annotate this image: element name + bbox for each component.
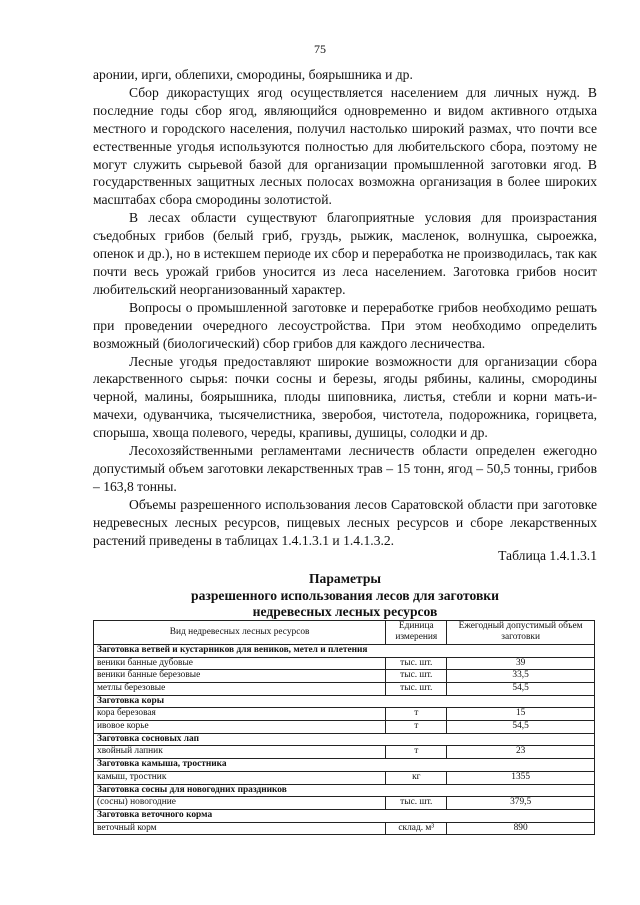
table-row bbox=[94, 771, 595, 784]
resource-name-cell: хвойный лапник bbox=[94, 746, 386, 759]
section-title: Заготовка сосновых лап bbox=[94, 733, 595, 746]
header-annual-volume: Ежегодный допустимый объем заготовки bbox=[447, 621, 595, 645]
section-title: Заготовка камыша, тростника bbox=[94, 759, 595, 772]
table-section-row bbox=[94, 809, 595, 822]
section-title: Заготовка ветвей и кустарников для веников, метел и плетения bbox=[94, 644, 595, 657]
table-title bbox=[93, 571, 597, 621]
volume-cell: 23 bbox=[447, 746, 595, 759]
unit-cell: тыс. шт. bbox=[386, 682, 447, 695]
table-section-row bbox=[94, 695, 595, 708]
parameters-table bbox=[93, 620, 595, 835]
table-row bbox=[94, 708, 595, 721]
resource-name-cell: веники банные дубовые bbox=[94, 657, 386, 670]
unit-cell: т bbox=[386, 721, 447, 734]
unit-cell: тыс. шт. bbox=[386, 657, 447, 670]
paragraph: Сбор дикорастущих ягод осуществляется населением для личных нужд. В последние годы сбор ягод, являющийся одновременно и видом активного отдыха местного и городского населения, получил настолько широкий размах, что почти все естественные угодья используются полностью для любительского сбора, поэтому не могут служить сырьевой базой для организации промышленной заготовки ягод. В государственных защитных лесных полосах возможна организация в более широких масштабах сбора смородины золотистой. bbox=[93, 84, 597, 208]
volume-cell: 1355 bbox=[447, 771, 595, 784]
resource-name-cell: веточный корм bbox=[94, 822, 386, 835]
table-row bbox=[94, 657, 595, 670]
unit-cell: т bbox=[386, 708, 447, 721]
table-row bbox=[94, 682, 595, 695]
page-number: 75 bbox=[314, 42, 326, 56]
resource-name-cell: (сосны) новогодние bbox=[94, 797, 386, 810]
section-title: Заготовка коры bbox=[94, 695, 595, 708]
table-row bbox=[94, 670, 595, 683]
paragraph: Объемы разрешенного использования лесов Саратовской области при заготовке недревесных лесных ресурсов, пищевых лесных ресурсов и сборе лекарственных растений приведены в таблицах 1.4.1.3.1 и 1.4.1.3.2. bbox=[93, 496, 597, 548]
volume-cell: 54,5 bbox=[447, 682, 595, 695]
table-section-row bbox=[94, 784, 595, 797]
table-section-row bbox=[94, 759, 595, 772]
section-title: Заготовка сосны для новогодних праздников bbox=[94, 784, 595, 797]
header-resource-type: Вид недревесных лесных ресурсов bbox=[94, 621, 386, 645]
volume-cell: 15 bbox=[447, 708, 595, 721]
unit-cell: кг bbox=[386, 771, 447, 784]
table-row bbox=[94, 721, 595, 734]
paragraph: аронии, ирги, облепихи, смородины, боярышника и др. bbox=[93, 67, 413, 82]
paragraph: Вопросы о промышленной заготовке и переработке грибов необходимо решать при проведении очередного лесоустройства. При этом необходимо определить возможный (биологический) сбор грибов для каждого лесничества. bbox=[93, 299, 597, 351]
table-row bbox=[94, 797, 595, 810]
resource-name-cell: кора березовая bbox=[94, 708, 386, 721]
table-title-line: недревесных лесных ресурсов bbox=[252, 604, 438, 619]
paragraph: Лесные угодья предоставляют широкие возможности для организации сбора лекарственного сырья: почки сосны и березы, ягоды рябины, калины, смородины черной, малины, боярышника, плоды шиповника, листья, стебли и корни мать-и-мачехи, одуванчика, тысячелистника, зверобоя, чистотела, подорожника, горицвета, спорыша, хвоща полевого, череды, крапивы, душицы, солодки и др. bbox=[93, 353, 597, 441]
table-title-line: разрешенного использования лесов для заготовки bbox=[191, 587, 499, 603]
unit-cell: тыс. шт. bbox=[386, 797, 447, 810]
header-unit: Единица измерения bbox=[386, 621, 447, 645]
table-title-line: Параметры bbox=[308, 571, 382, 586]
body-text bbox=[93, 66, 597, 549]
paragraph: В лесах области существуют благоприятные условия для произрастания съедобных грибов (белый гриб, груздь, рыжик, масленок, волнушка, сыроежка, опенок и др.), но в истекшем периоде их сбор и переработка не производилась, так как почти весь урожай грибов уносится из леса населением. Заготовка грибов носит любительский неорганизованный характер. bbox=[93, 210, 597, 297]
table-body bbox=[94, 644, 595, 835]
resource-name-cell: веники банные березовые bbox=[94, 670, 386, 683]
table-header-row bbox=[94, 621, 595, 645]
volume-cell: 33,5 bbox=[447, 670, 595, 683]
unit-cell: склад. м³ bbox=[386, 822, 447, 835]
table-section-row bbox=[94, 733, 595, 746]
table-row bbox=[94, 746, 595, 759]
unit-cell: т bbox=[386, 746, 447, 759]
resource-name-cell: метлы березовые bbox=[94, 682, 386, 695]
volume-cell: 39 bbox=[447, 657, 595, 670]
table-row bbox=[94, 822, 595, 835]
volume-cell: 54,5 bbox=[447, 721, 595, 734]
section-title: Заготовка веточного корма bbox=[94, 809, 595, 822]
volume-cell: 379,5 bbox=[447, 797, 595, 810]
paragraph: Лесохозяйственными регламентами лесничеств области определен ежегодно допустимый объем заготовки лекарственных трав – 15 тонн, ягод – 50,5 тонны, грибов – 163,8 тонны. bbox=[93, 443, 597, 494]
unit-cell: тыс. шт. bbox=[386, 670, 447, 683]
resource-name-cell: камыш, тростник bbox=[94, 771, 386, 784]
table-caption: Таблица 1.4.1.3.1 bbox=[498, 548, 597, 563]
table-section-row bbox=[94, 644, 595, 657]
volume-cell: 890 bbox=[447, 822, 595, 835]
resource-name-cell: ивовое корье bbox=[94, 721, 386, 734]
